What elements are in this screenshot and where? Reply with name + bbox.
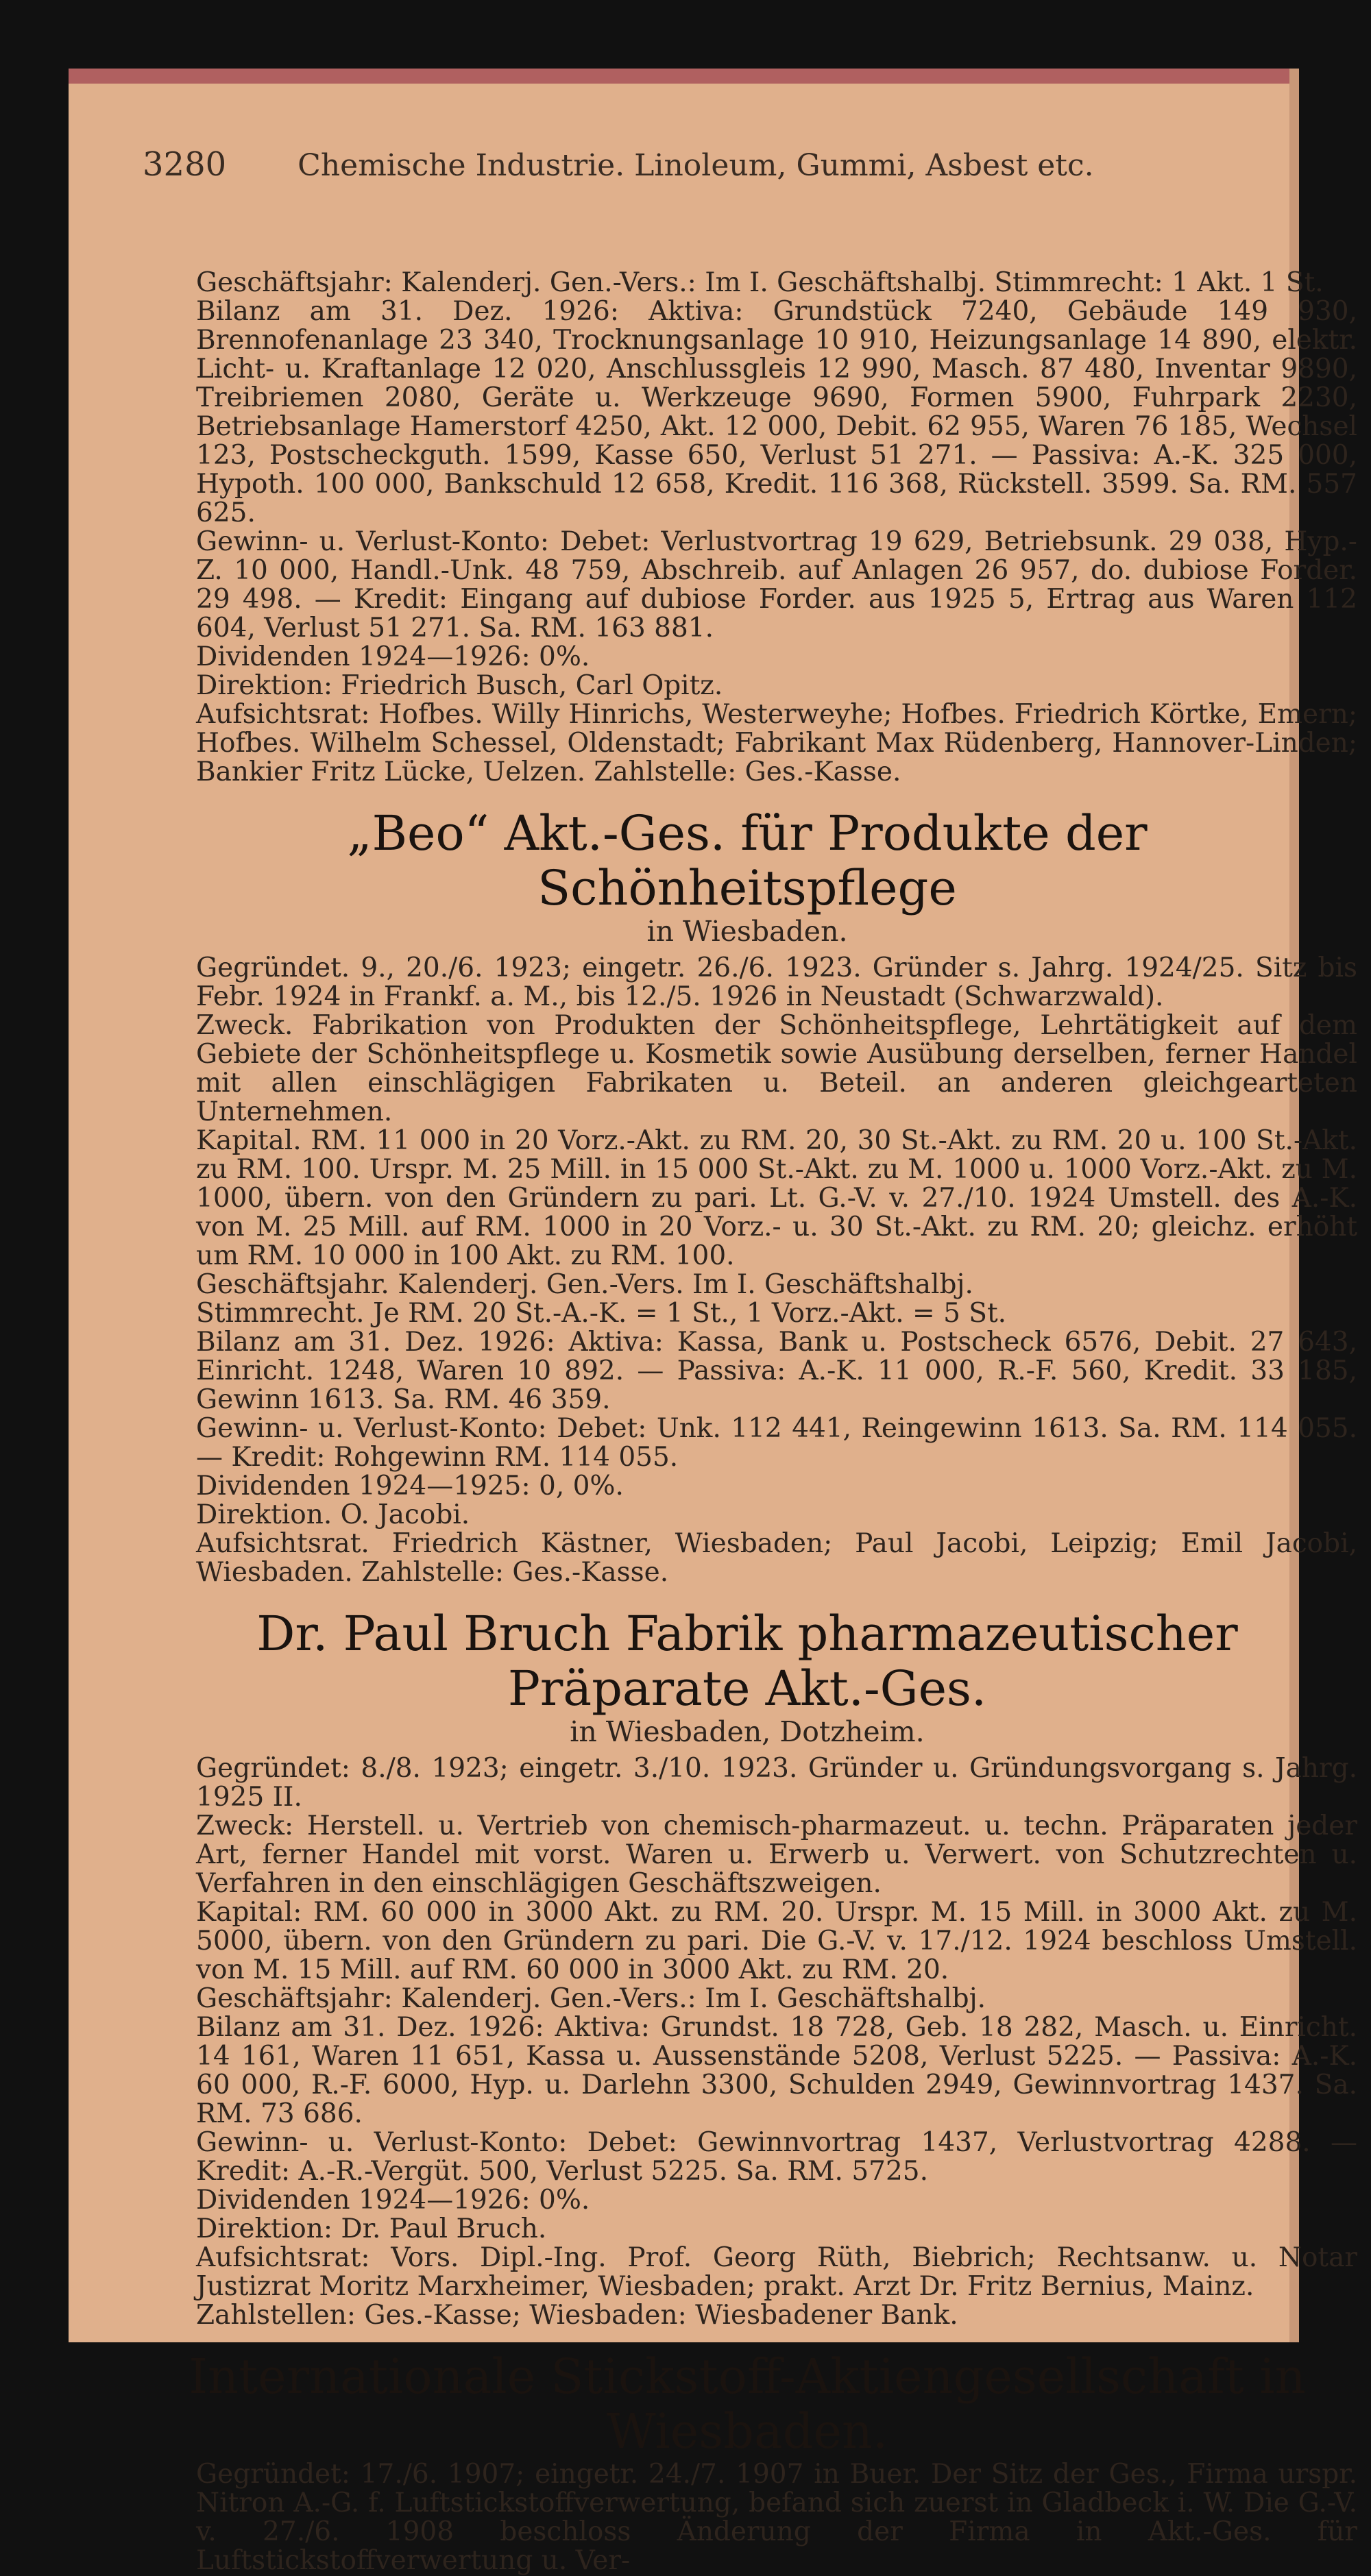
page <box>69 69 1357 2576</box>
running-header <box>143 145 1094 184</box>
entry-b-geschaeftsjahr: Geschäftsjahr. Kalenderj. Gen.-Vers. Im I. Geschäftshalbj. <box>196 1269 973 1300</box>
entry-c-kapital: Kapital: RM. 60 000 in 3000 Akt. zu RM. 20. Urspr. M. 15 Mill. in 3000 Akt. zu M. 5000, übern. von den Gründern zu pari. Die G.-V. v. 17./12. 1924 beschloss Umstell. von M. 15 Mill. auf RM. 60 000 in 3000 Akt. zu RM. 20. <box>196 1897 1357 1985</box>
entry-b-gewinn: Gewinn- u. Verlust-Konto: Debet: Unk. 112 441, Reingewinn 1613. Sa. RM. 114 055. — Kredit: Rohgewinn RM. 114 055. <box>196 1413 1357 1473</box>
entry-b-bilanz: Bilanz am 31. Dez. 1926: Aktiva: Kassa, Bank u. Postscheck 6576, Debit. 27 643, Einricht. 1248, Waren 10 892. — Passiva: A.-K. 11 000, R.-F. 560, Kredit. 33 185, Gewinn 1613. Sa. RM. 46 359. <box>196 1327 1357 1415</box>
entry-b-aufsichtsrat: Aufsichtsrat. Friedrich Kästner, Wiesbaden; Paul Jacobi, Leipzig; Emil Jacobi, Wiesbaden. Zahlstelle: Ges.-Kasse. <box>196 1528 1357 1588</box>
page-edge-top <box>69 69 1299 84</box>
entry-b-direktion: Direktion. O. Jacobi. <box>196 1499 470 1530</box>
running-title: Chemische Industrie. Linoleum, Gummi, Asbest etc. <box>298 148 1094 183</box>
entry-a-dividenden: Dividenden 1924—1926: 0%. <box>196 641 590 672</box>
text-column <box>137 269 1357 2575</box>
entry-b-gegruendet: Gegründet. 9., 20./6. 1923; eingetr. 26./6. 1923. Gründer s. Jahrg. 1924/25. Sitz bis Febr. 1924 in Frankf. a. M., bis 12./5. 1926 in Neustadt (Schwarzwald). <box>196 953 1357 1012</box>
entry-c-geschaeftsjahr: Geschäftsjahr: Kalenderj. Gen.-Vers.: Im I. Geschäftshalbj. <box>196 1983 986 2014</box>
entry-a-geschaeftsjahr: Geschäftsjahr: Kalenderj. Gen.-Vers.: Im I. Geschäftshalbj. Stimmrecht: 1 Akt. 1 St. <box>196 267 1324 298</box>
section-title-stickstoff: Internationale Stickstoff-Aktiengesellschaft in Wiesbaden. <box>189 2348 1306 2460</box>
entry-a-bilanz: Bilanz am 31. Dez. 1926: Aktiva: Grundstück 7240, Gebäude 149 930, Brennofenanlage 23 340, Trocknungsanlage 10 910, Heizungsanlage 14 890, elektr. Licht- u. Kraftanlage 12 020, Anschlussgleis 12 990, Masch. 87 480, Inventar 9890, Treibriemen 2080, Geräte u. Werkzeuge 9690, Formen 5900, Fuhrpark 2230, Betriebsanlage Hamerstorf 4250, Akt. 12 000, Debit. 62 955, Waren 76 185, Wechsel 123, Postscheckguth. 1599, Kasse 650, Verlust 51 271. — Passiva: A.-K. 325 000, Hypoth. 100 000, Bankschuld 12 658, Kredit. 116 368, Rückstell. 3599. Sa. RM. 557 625. <box>196 296 1357 528</box>
entry-c-gegruendet: Gegründet: 8./8. 1923; eingetr. 3./10. 1923. Gründer u. Gründungsvorgang s. Jahrg. 1925 II. <box>196 1753 1357 1813</box>
entry-b-kapital: Kapital. RM. 11 000 in 20 Vorz.-Akt. zu RM. 20, 30 St.-Akt. zu RM. 20 u. 100 St.-Akt. zu RM. 100. Urspr. M. 25 Mill. in 15 000 St.-Akt. zu M. 1000 u. 1000 Vorz.-Akt. zu M. 1000, übern. von den Gründern zu pari. Lt. G.-V. v. 27./10. 1924 Umstell. des A.-K. von M. 25 Mill. auf RM. 1000 in 20 Vorz.- u. 30 St.-Akt. zu RM. 20; gleichz. erhöht um RM. 10 000 in 100 Akt. zu RM. 100. <box>196 1125 1357 1271</box>
entry-c-zahlstellen: Zahlstellen: Ges.-Kasse; Wiesbaden: Wiesbadener Bank. <box>196 2300 958 2331</box>
entry-b-zweck: Zweck. Fabrikation von Produkten der Schönheitspflege, Lehrtätigkeit auf dem Gebiete der Schönheitspflege u. Kosmetik sowie Ausübung derselben, ferner Handel mit allen einschlägigen Fabrikaten u. Beteil. an anderen gleichgearteten Unternehmen. <box>196 1010 1357 1127</box>
entry-c-direktion: Direktion: Dr. Paul Bruch. <box>196 2213 547 2244</box>
entry-c-gewinn: Gewinn- u. Verlust-Konto: Debet: Gewinnvortrag 1437, Verlustvortrag 4288. — Kredit: A.-R.-Vergüt. 500, Verlust 5225. Sa. RM. 5725. <box>196 2127 1357 2187</box>
section-location-bruch: in Wiesbaden, Dotzheim. <box>570 1715 925 1748</box>
entry-a-aufsichtsrat: Aufsichtsrat: Hofbes. Willy Hinrichs, Westerweyhe; Hofbes. Friedrich Körtke, Emern; Hofbes. Wilhelm Schessel, Oldenstadt; Fabrikant Max Rüdenberg, Hannover-Linden; Bankier Fritz Lücke, Uelzen. Zahlstelle: Ges.-Kasse. <box>196 699 1357 787</box>
section-title-beo: „Beo“ Akt.-Ges. für Produkte der Schönheitspflege <box>347 805 1148 916</box>
section-location-beo: in Wiesbaden. <box>646 915 848 948</box>
entry-c-dividenden: Dividenden 1924—1926: 0%. <box>196 2185 590 2216</box>
entry-d-gegruendet: Gegründet: 17./6. 1907; eingetr. 24./7. 1907 in Buer. Der Sitz der Ges., Firma urspr. Nitron A.-G. f. Luftstickstoffverwertung, befand sich zuerst in Gladbeck i. W. Die G.-V. v. 27./6. 1908 beschloss Änderung der Firma in Akt.-Ges. für Luftstickstoffverwertung u. Ver- <box>196 2459 1357 2576</box>
entry-c-bilanz: Bilanz am 31. Dez. 1926: Aktiva: Grundst. 18 728, Geb. 18 282, Masch. u. Einricht. 14 161, Waren 11 651, Kassa u. Aussenstände 5208, Verlust 5225. — Passiva: A.-K. 60 000, R.-F. 6000, Hyp. u. Darlehn 3300, Schulden 2949, Gewinnvortrag 1437. Sa. RM. 73 686. <box>196 2012 1357 2129</box>
page-number: 3280 <box>143 145 227 184</box>
entry-a-gewinn: Gewinn- u. Verlust-Konto: Debet: Verlustvortrag 19 629, Betriebsunk. 29 038, Hyp.-Z. 10 000, Handl.-Unk. 48 759, Abschreib. auf Anlagen 26 957, do. dubiose Forder. 29 498. — Kredit: Eingang auf dubiose Forder. aus 1925 5, Ertrag aus Waren 112 604, Verlust 51 271. Sa. RM. 163 881. <box>196 526 1357 643</box>
section-title-bruch: Dr. Paul Bruch Fabrik pharmazeutischer Präparate Akt.-Ges. <box>256 1606 1238 1717</box>
entry-b-stimmrecht: Stimmrecht. Je RM. 20 St.-A.-K. = 1 St., 1 Vorz.-Akt. = 5 St. <box>196 1298 1007 1329</box>
entry-a-direktion: Direktion: Friedrich Busch, Carl Opitz. <box>196 670 723 701</box>
entry-c-aufsichtsrat: Aufsichtsrat: Vors. Dipl.-Ing. Prof. Georg Rüth, Biebrich; Rechtsanw. u. Notar Justizrat Moritz Marxheimer, Wiesbaden; prakt. Arzt Dr. Fritz Bernius, Mainz. <box>196 2242 1357 2302</box>
entry-b-dividenden: Dividenden 1924—1925: 0, 0%. <box>196 1471 624 1501</box>
entry-c-zweck: Zweck: Herstell. u. Vertrieb von chemisch-pharmazeut. u. techn. Präparaten jeder Art, ferner Handel mit vorst. Waren u. Erwerb u. Verwert. von Schutzrechten u. Verfahren in den einschlägigen Geschäftszweigen. <box>196 1811 1357 1899</box>
